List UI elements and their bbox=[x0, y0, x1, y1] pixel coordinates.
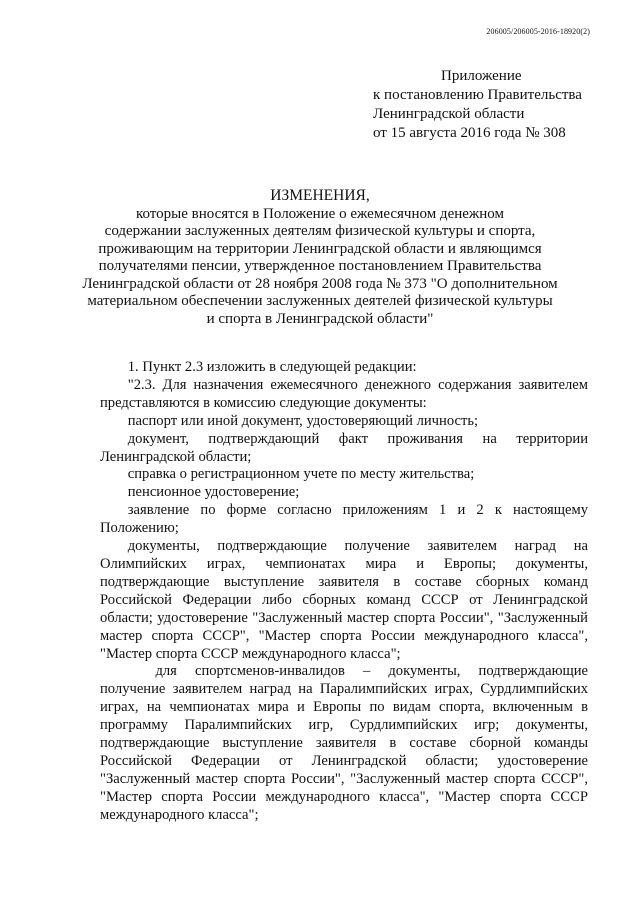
title-line: которые вносятся в Положение о ежемесячном денежном bbox=[135, 205, 505, 222]
document-heading: ИЗМЕНЕНИЯ, bbox=[270, 187, 370, 204]
body-paragraph: для спортсменов-инвалидов – документы, подтверждающие получение заявителем наград на Паралимпийских играх, Сурдлимпийских играх, на чемпионатах мира и Европы по видам спорта, включенным в программу Паралимпийских игр, Сурдлимпийских игр; документы, подтверждающие выступление заявителя в составе сборной команды Российской Федерации от Ленинградской области; удостоверение "Заслуженный мастер спорта России", "Заслуженный мастер спорта СССР", "Мастер спорта России международного класса", "Мастер спорта СССР международного класса"; bbox=[100, 663, 588, 823]
title-line: и спорта в Ленинградской области" bbox=[206, 310, 434, 327]
document-title-block bbox=[60, 187, 580, 328]
body-paragraph: пенсионное удостоверение; bbox=[127, 484, 300, 501]
document-body bbox=[100, 359, 588, 825]
appendix-line: к постановлению Правительства bbox=[373, 87, 582, 103]
appendix-line: от 15 августа 2016 года № 308 bbox=[373, 125, 566, 141]
appendix-line: Ленинградской области bbox=[373, 106, 525, 122]
appendix-title: Приложение bbox=[441, 68, 522, 84]
document-registration-code: 206005/206005-2016-18920(2) bbox=[486, 27, 590, 36]
body-paragraph: документ, подтверждающий факт проживания на территории Ленинградской области; bbox=[100, 430, 588, 465]
body-paragraph: документы, подтверждающие получение заявителем наград на Олимпийских играх, чемпионатах мира и Европы; документы, подтверждающие выступление заявителя в составе сборных команд Российской Федерации либо сборных команд СССР от Ленинградской области; удостоверение "Заслуженный мастер спорта России", "Заслуженный мастер спорта СССР", "Мастер спорта России международного класса", "Мастер спорта СССР международного класса"; bbox=[100, 538, 588, 662]
title-line: содержании заслуженных деятелям физической культуры и спорта, bbox=[104, 223, 536, 239]
body-paragraph: заявление по форме согласно приложениям 1 и 2 к настоящему Положению; bbox=[100, 502, 588, 537]
title-line: проживающим на территории Ленинградской области и являющимся bbox=[98, 240, 542, 257]
appendix-block bbox=[373, 67, 582, 143]
title-line: Ленинградской области от 28 ноября 2008 года № 373 "О дополнительном bbox=[82, 275, 558, 292]
title-line: материальном обеспечении заслуженных деятелей физической культуры bbox=[87, 293, 553, 309]
body-paragraph: "2.3. Для назначения ежемесячного денежного содержания заявителем представляются в комиссию следующие документы: bbox=[100, 376, 588, 411]
body-paragraph: паспорт или иной документ, удостоверяющий личность; bbox=[127, 412, 479, 429]
title-line: получателями пенсии, утвержденное постановлением Правительства bbox=[98, 258, 542, 274]
body-paragraph: справка о регистрационном учете по месту жительства; bbox=[127, 466, 475, 483]
body-paragraph: 1. Пункт 2.3 изложить в следующей редакции: bbox=[127, 359, 417, 375]
